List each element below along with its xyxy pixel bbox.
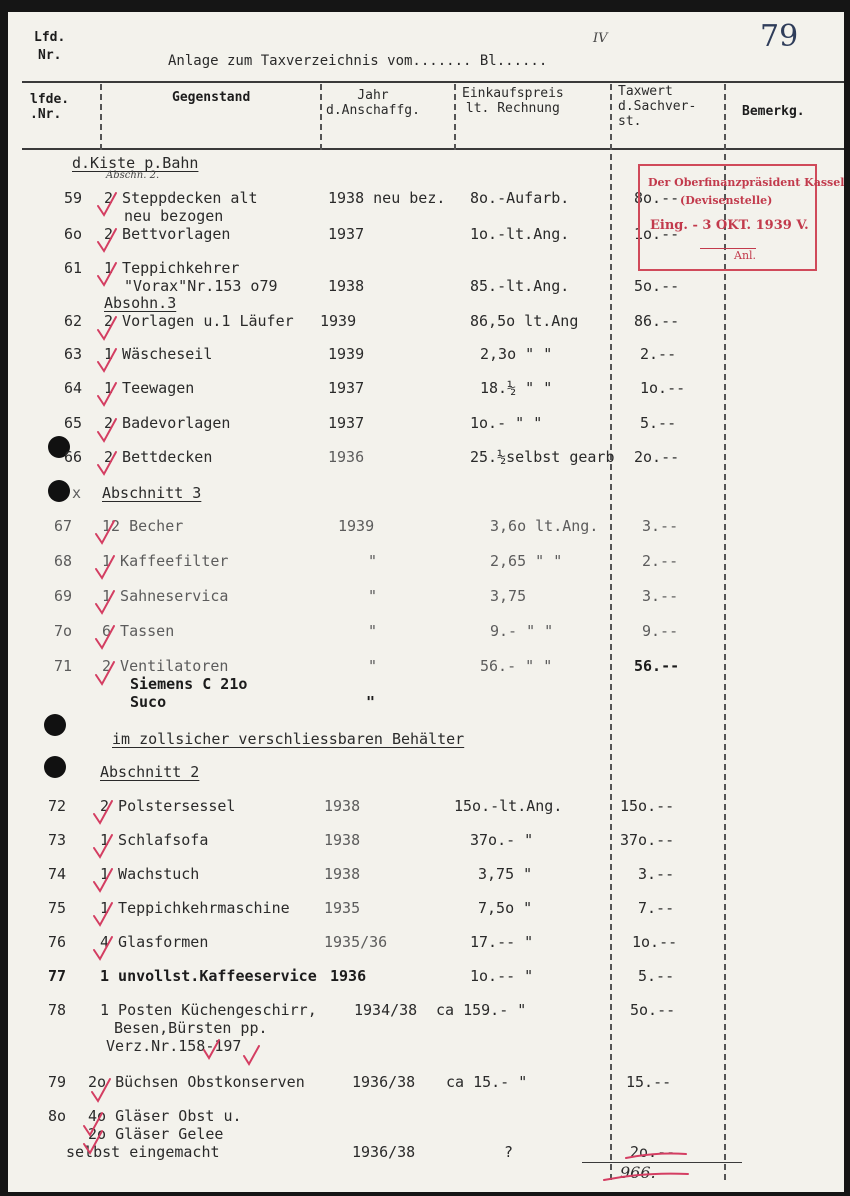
row-year: 1939 [328, 345, 365, 363]
row-price: ? [504, 1143, 514, 1161]
row-price: 3,75 [490, 587, 527, 605]
row-nr: 76 [48, 933, 67, 951]
stamp-authority: Der Oberfinanzpräsident Kassel [648, 176, 844, 189]
check-mark-icon [94, 835, 112, 857]
section-heading: im zollsicher verschliessbaren Behälter [112, 730, 465, 748]
page-number-handwritten: 79 [760, 19, 799, 54]
row-item-cont: selbst eingemacht [66, 1143, 220, 1161]
row-tax: 5.-- [640, 414, 677, 432]
handwritten-note: Abschn. 2. [106, 170, 160, 181]
row-item: 2 Steppdecken alt [104, 189, 258, 207]
row-nr: 71 [54, 657, 73, 675]
col-header-einkauf: Einkaufspreis lt. Rechnung [462, 86, 564, 116]
handwritten-total: 966.- [620, 1163, 662, 1182]
check-mark-icon [98, 349, 116, 371]
check-mark-icon [96, 662, 114, 684]
stamp-date: Eing. - 3 OKT. 1939 V. [650, 218, 809, 233]
row-item: 1 Wäscheseil [104, 345, 213, 363]
check-mark-icon [96, 521, 114, 543]
check-mark-icon [98, 419, 116, 441]
row-tax: 15.-- [626, 1073, 672, 1091]
row-item: 4o Gläser Obst u. [88, 1107, 242, 1125]
col-header-jahr: Jahr d.Anschaffg. [326, 88, 420, 118]
row-tax: 2.-- [642, 552, 679, 570]
row-item-cont: 2o Gläser Gelee [88, 1125, 224, 1143]
row-year: 1938 [324, 831, 361, 849]
row-price: 56.- " " [480, 657, 553, 675]
row-tax: 2.-- [640, 345, 677, 363]
row-item: 1 unvollst.Kaffeeservice [100, 967, 317, 985]
row-tax: 1o.-- [632, 933, 678, 951]
row-nr: 67 [54, 517, 73, 535]
row-price: 8o.-Aufarb. [470, 189, 570, 207]
row-item: 2 Bettvorlagen [104, 225, 231, 243]
row-item: 2 Vorlagen u.1 Läufer [104, 312, 294, 330]
document-page [8, 12, 844, 1192]
check-mark-icon [96, 626, 114, 648]
row-price: 25.½selbst gearb [470, 448, 615, 466]
row-tax: 5o.-- [634, 277, 680, 295]
check-mark-icon [98, 383, 116, 405]
row-nr: 75 [48, 899, 67, 917]
row-tax: 86.-- [634, 312, 680, 330]
row-item: 2 Ventilatoren [102, 657, 229, 675]
row-item: 2 Bettdecken [104, 448, 213, 466]
row-year: " [368, 552, 378, 570]
col-header-bemerkg: Bemerkg. [742, 104, 805, 119]
row-nr: 77 [48, 967, 67, 985]
row-nr: 78 [48, 1001, 67, 1019]
row-item: 1 Schlafsofa [100, 831, 209, 849]
row-nr: 63 [64, 345, 83, 363]
row-item: 4 Glasformen [100, 933, 209, 951]
check-mark-icon [98, 317, 116, 339]
check-mark-icon [96, 556, 114, 578]
row-nr: 61 [64, 259, 83, 277]
row-price: 7,5o " [478, 899, 533, 917]
col-header-gegenstand: Gegenstand [172, 90, 251, 105]
row-item-cont: "Vorax"Nr.153 o79 [124, 277, 278, 295]
check-mark-icon [92, 1079, 110, 1101]
row-year: 1934/38 [354, 1001, 418, 1019]
row-tax: 1o.-- [640, 379, 686, 397]
stamp-anl: Anl. [700, 248, 756, 262]
row-item: 1 Posten Küchengeschirr, [100, 1001, 317, 1019]
row-tax: 2o.-- [634, 448, 680, 466]
row-year: " [368, 657, 378, 675]
check-mark-icon [94, 801, 112, 823]
row-tax: 37o.-- [620, 831, 675, 849]
check-mark-icon [98, 193, 116, 215]
row-tax: 3.-- [642, 517, 679, 535]
row-tax: 15o.-- [620, 797, 675, 815]
col-header-taxwert: Taxwert d.Sachver- st. [618, 84, 697, 129]
check-mark-icon [98, 263, 116, 285]
row-price: 3,6o lt.Ang. [490, 517, 599, 535]
row-nr: 79 [48, 1073, 67, 1091]
row-price: 18.½ " " [480, 379, 553, 397]
row-year: 1939 [320, 312, 357, 330]
check-mark-icon [98, 452, 116, 474]
section-heading: d.Kiste p.Bahn [72, 154, 199, 172]
check-mark-icon [244, 1046, 259, 1064]
row-nr: 8o [48, 1107, 67, 1125]
row-year: 1937 [328, 379, 365, 397]
row-item: 1 Teppichkehrer [104, 259, 240, 277]
row-price: 1o.-lt.Ang. [470, 225, 570, 243]
row-item: 1 Kaffeefilter [102, 552, 229, 570]
row-price: 1o.-- " [470, 967, 534, 985]
row-price: 17.-- " [470, 933, 534, 951]
row-price: 9.- " " [490, 622, 554, 640]
header-mark-2: Nr. [38, 48, 62, 63]
row-year: 1935/36 [324, 933, 388, 951]
check-mark-icon [84, 1113, 102, 1135]
row-nr: 64 [64, 379, 83, 397]
roman-page-mark: IV [593, 31, 608, 46]
row-price: ca 159.- " [436, 1001, 527, 1019]
row-year: 1936 [330, 967, 367, 985]
strike-mark-icon [626, 1154, 686, 1159]
check-mark-icon [84, 1131, 102, 1153]
row-price: ca 15.- " [446, 1073, 528, 1091]
row-price: 85.-lt.Ang. [470, 277, 570, 295]
ink-check-marks [8, 12, 844, 1192]
row-item-cont: Suco [130, 693, 167, 711]
row-item: 1 Teewagen [104, 379, 195, 397]
check-mark-icon [94, 903, 112, 925]
section-prefix-mark: x [72, 484, 82, 502]
header-mark-1: Lfd. [34, 30, 66, 45]
row-tax: 1o.-- [634, 225, 680, 243]
row-year: 1936/38 [352, 1073, 416, 1091]
row-price: 2,3o " " [480, 345, 553, 363]
row-year: 1936/38 [352, 1143, 416, 1161]
subsection-label: Absohn.3 [104, 294, 177, 312]
row-nr: 62 [64, 312, 83, 330]
row-nr: 7o [54, 622, 73, 640]
section-heading: Abschnitt 3 [102, 484, 202, 502]
document-title: Anlage zum Taxverzeichnis vom....... Bl...... [168, 53, 548, 69]
row-price: 15o.-lt.Ang. [454, 797, 563, 815]
row-year: 1938 neu bez. [328, 189, 446, 207]
row-tax: 2o.-- [630, 1143, 676, 1161]
row-nr: 74 [48, 865, 67, 883]
row-year: 1939 [338, 517, 375, 535]
row-item: 1 Sahneservica [102, 587, 229, 605]
row-item-cont: neu bezogen [124, 207, 224, 225]
row-nr: 72 [48, 797, 67, 815]
row-tax: 7.-- [638, 899, 675, 917]
row-item: 2 Polstersessel [100, 797, 236, 815]
check-mark-icon [94, 869, 112, 891]
check-mark-icon [204, 1040, 219, 1058]
row-item: 6 Tassen [102, 622, 175, 640]
row-item-cont: Verz.Nr.158-197 [106, 1037, 242, 1055]
row-year: 1938 [328, 277, 365, 295]
row-nr: 73 [48, 831, 67, 849]
row-item: 12 Becher [102, 517, 184, 535]
row-tax: 5.-- [638, 967, 675, 985]
row-year-cont: " [366, 693, 376, 711]
row-nr: 68 [54, 552, 73, 570]
stamp-department: (Devisenstelle) [680, 194, 773, 207]
col-header-nr: lfde. .Nr. [30, 92, 70, 122]
row-price: 2,65 " " [490, 552, 563, 570]
row-item-cont: Siemens C 21o [130, 675, 248, 693]
check-mark-icon [96, 591, 114, 613]
row-price: 86,5o lt.Ang [470, 312, 579, 330]
row-nr: 69 [54, 587, 73, 605]
row-year: 1937 [328, 414, 365, 432]
row-year: 1937 [328, 225, 365, 243]
check-mark-icon [98, 229, 116, 251]
row-nr: 65 [64, 414, 83, 432]
row-tax: 3.-- [642, 587, 679, 605]
row-year: 1936 [328, 448, 365, 466]
row-nr: 66 [64, 448, 83, 466]
section-subheading: Abschnitt 2 [100, 763, 200, 781]
row-price: 1o.- " " [470, 414, 543, 432]
row-year: " [368, 587, 378, 605]
row-price: 37o.- " [470, 831, 534, 849]
row-nr: 59 [64, 189, 83, 207]
row-nr: 6o [64, 225, 83, 243]
row-year: 1938 [324, 797, 361, 815]
row-year: 1938 [324, 865, 361, 883]
row-tax: 56.-- [634, 657, 680, 675]
check-mark-icon [94, 937, 112, 959]
row-item: 2o Büchsen Obstkonserven [88, 1073, 305, 1091]
row-year: " [368, 622, 378, 640]
row-tax: 3.-- [638, 865, 675, 883]
row-tax: 9.-- [642, 622, 679, 640]
row-item: 2 Badevorlagen [104, 414, 231, 432]
row-tax: 8o.-- [634, 189, 680, 207]
row-price: 3,75 " [478, 865, 533, 883]
row-item: 1 Teppichkehrmaschine [100, 899, 290, 917]
strike-mark-icon [604, 1174, 688, 1180]
row-tax: 5o.-- [630, 1001, 676, 1019]
row-item-cont: Besen,Bürsten pp. [114, 1019, 268, 1037]
row-item: 1 Wachstuch [100, 865, 200, 883]
row-year: 1935 [324, 899, 361, 917]
